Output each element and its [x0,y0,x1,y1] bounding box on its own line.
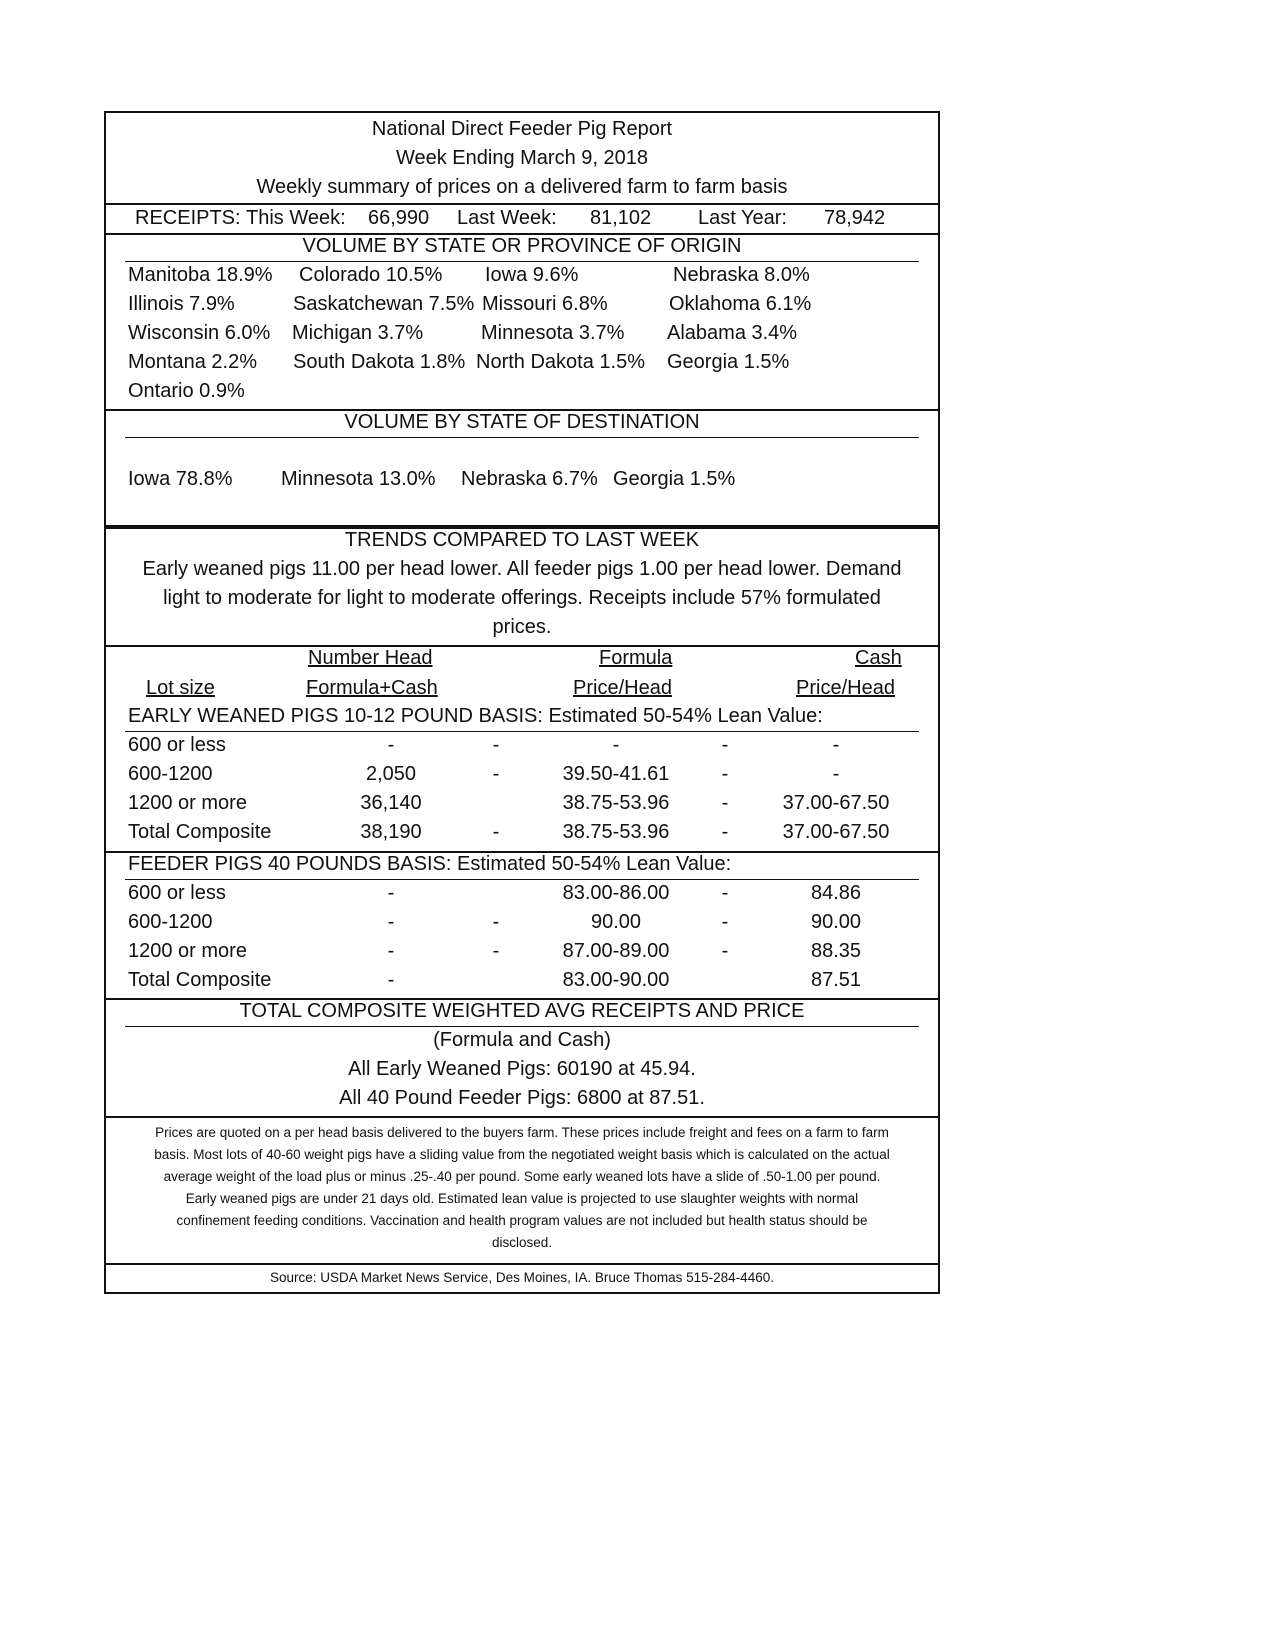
lot-size-cell: 600-1200 [128,763,213,785]
lot-size-cell: Total Composite [128,969,272,991]
notes-line: confinement feeding conditions. Vaccination and health program values are not included but health status should be [176,1213,868,1228]
origin-item: Georgia 1.5% [667,351,790,373]
origin-item: Alabama 3.4% [667,322,798,344]
lot-size-cell: 1200 or more [128,940,247,962]
origin-item: Wisconsin 6.0% [128,322,271,344]
composite-feeder: All 40 Pound Feeder Pigs: 6800 at 87.51. [339,1087,705,1109]
early-weaned-heading: EARLY WEANED PIGS 10-12 POUND BASIS: Estimated 50-54% Lean Value: [128,705,823,727]
notes-line: average weight of the load plus or minus .25-.40 per pound. Some early weaned lots have a slide of .50-1.00 per pound. [163,1169,881,1184]
notes-line: Early weaned pigs are under 21 days old. Estimated lean value is projected to use slaughter weights with normal [185,1191,859,1206]
last-week-value: 81,102 [590,207,652,229]
report-header [106,113,938,205]
this-week-value: 66,990 [368,207,430,229]
cash-cell: 87.51 [810,969,862,991]
head-cell: 36,140 [360,792,422,814]
origin-item: Nebraska 8.0% [673,264,810,286]
lot-size-cell: 1200 or more [128,792,247,814]
formula-cell: 83.00-86.00 [562,882,670,904]
receipts-row [106,203,938,235]
origin-item: Michigan 3.7% [292,322,424,344]
cash-cell: 84.86 [810,882,862,904]
head-cell: - [387,911,395,933]
trends-heading: TRENDS COMPARED TO LAST WEEK [344,529,700,551]
formula-cell: 87.00-89.00 [562,940,670,962]
header-number-head: Number Head [308,647,433,669]
formula-cell: - [612,734,620,756]
header-cash: Cash [855,647,902,669]
receipts-label: RECEIPTS: [135,207,241,229]
dash-cell: - [721,911,729,933]
notes-section [106,1116,938,1265]
origin-item: Oklahoma 6.1% [669,293,812,315]
cash-cell: 37.00-67.50 [782,821,890,843]
cash-cell: - [832,763,840,785]
head-cell: - [387,734,395,756]
origin-item: Colorado 10.5% [299,264,443,286]
cash-cell: 88.35 [810,940,862,962]
dash-cell: - [721,763,729,785]
trends-line: light to moderate for light to moderate offerings. Receipts include 57% formulated [163,587,881,609]
last-year-value: 78,942 [824,207,886,229]
composite-section [106,998,938,1118]
dash-cell: - [721,821,729,843]
trends-section [106,525,938,647]
dash-cell: - [721,940,729,962]
head-cell: - [387,969,395,991]
report-week: Week Ending March 9, 2018 [395,147,648,169]
feeder-pigs-heading: FEEDER PIGS 40 POUNDS BASIS: Estimated 50-54% Lean Value: [128,853,732,875]
origin-item: South Dakota 1.8% [293,351,466,373]
header-price-head: Price/Head [573,677,672,699]
lot-size-cell: 600 or less [128,734,226,756]
head-cell: - [387,940,395,962]
trends-line: Early weaned pigs 11.00 per head lower. All feeder pigs 1.00 per head lower. Demand [142,558,902,580]
report-title: National Direct Feeder Pig Report [371,118,673,140]
notes-line: basis. Most lots of 40-60 weight pigs have a sliding value from the negotiated weight basis which is calculated on the actual [154,1147,890,1162]
destination-heading: VOLUME BY STATE OF DESTINATION [344,411,700,433]
source-section [106,1263,938,1294]
source-text: Source: USDA Market News Service, Des Moines, IA. Bruce Thomas 515-284-4460. [270,1270,774,1285]
origin-heading: VOLUME BY STATE OR PROVINCE OF ORIGIN [302,235,742,257]
dash-cell: - [492,763,500,785]
dash-cell: - [721,734,729,756]
early-weaned-section [106,645,938,853]
destination-item: Nebraska 6.7% [461,468,598,490]
origin-item: Montana 2.2% [128,351,257,373]
origin-item: North Dakota 1.5% [476,351,645,373]
lot-size-cell: 600 or less [128,882,226,904]
this-week-label: This Week: [246,207,346,229]
notes-line: Prices are quoted on a per head basis delivered to the buyers farm. These prices include freight and fees on a farm to farm [155,1125,889,1140]
dash-cell: - [492,911,500,933]
head-cell: 2,050 [365,763,417,785]
origin-item: Iowa 9.6% [485,264,579,286]
cash-cell: - [832,734,840,756]
feeder-pigs-section [106,851,938,1000]
dash-cell: - [492,940,500,962]
header-cash-price-head: Price/Head [796,677,895,699]
origin-item: Manitoba 18.9% [128,264,273,286]
notes-line: disclosed. [491,1235,553,1250]
origin-section [106,233,938,411]
report-subtitle: Weekly summary of prices on a delivered farm to farm basis [256,176,788,198]
destination-item: Iowa 78.8% [128,468,233,490]
formula-cell: 90.00 [590,911,642,933]
header-formula-cash: Formula+Cash [306,677,438,699]
dash-cell: - [492,734,500,756]
dash-cell: - [721,792,729,814]
destination-item: Georgia 1.5% [613,468,736,490]
header-formula: Formula [599,647,673,669]
feeder-pig-report [104,111,940,1294]
lot-size-cell: Total Composite [128,821,272,843]
origin-item: Minnesota 3.7% [481,322,625,344]
origin-item: Saskatchewan 7.5% [293,293,475,315]
composite-early: All Early Weaned Pigs: 60190 at 45.94. [348,1058,696,1080]
header-lot-size: Lot size [146,677,215,699]
head-cell: 38,190 [360,821,422,843]
destination-item: Minnesota 13.0% [281,468,436,490]
trends-line: prices. [492,616,552,638]
composite-sub: (Formula and Cash) [433,1029,611,1051]
cash-cell: 90.00 [810,911,862,933]
destination-section [106,409,938,529]
origin-item: Illinois 7.9% [128,293,235,315]
dash-cell: - [492,821,500,843]
origin-item: Missouri 6.8% [482,293,608,315]
composite-heading: TOTAL COMPOSITE WEIGHTED AVG RECEIPTS AND PRICE [239,1000,805,1022]
formula-cell: 38.75-53.96 [562,821,670,843]
formula-cell: 38.75-53.96 [562,792,670,814]
origin-item: Ontario 0.9% [128,380,245,402]
formula-cell: 83.00-90.00 [562,969,670,991]
lot-size-cell: 600-1200 [128,911,213,933]
formula-cell: 39.50-41.61 [562,763,670,785]
last-week-label: Last Week: [457,207,557,229]
head-cell: - [387,882,395,904]
cash-cell: 37.00-67.50 [782,792,890,814]
dash-cell: - [721,882,729,904]
last-year-label: Last Year: [698,207,787,229]
